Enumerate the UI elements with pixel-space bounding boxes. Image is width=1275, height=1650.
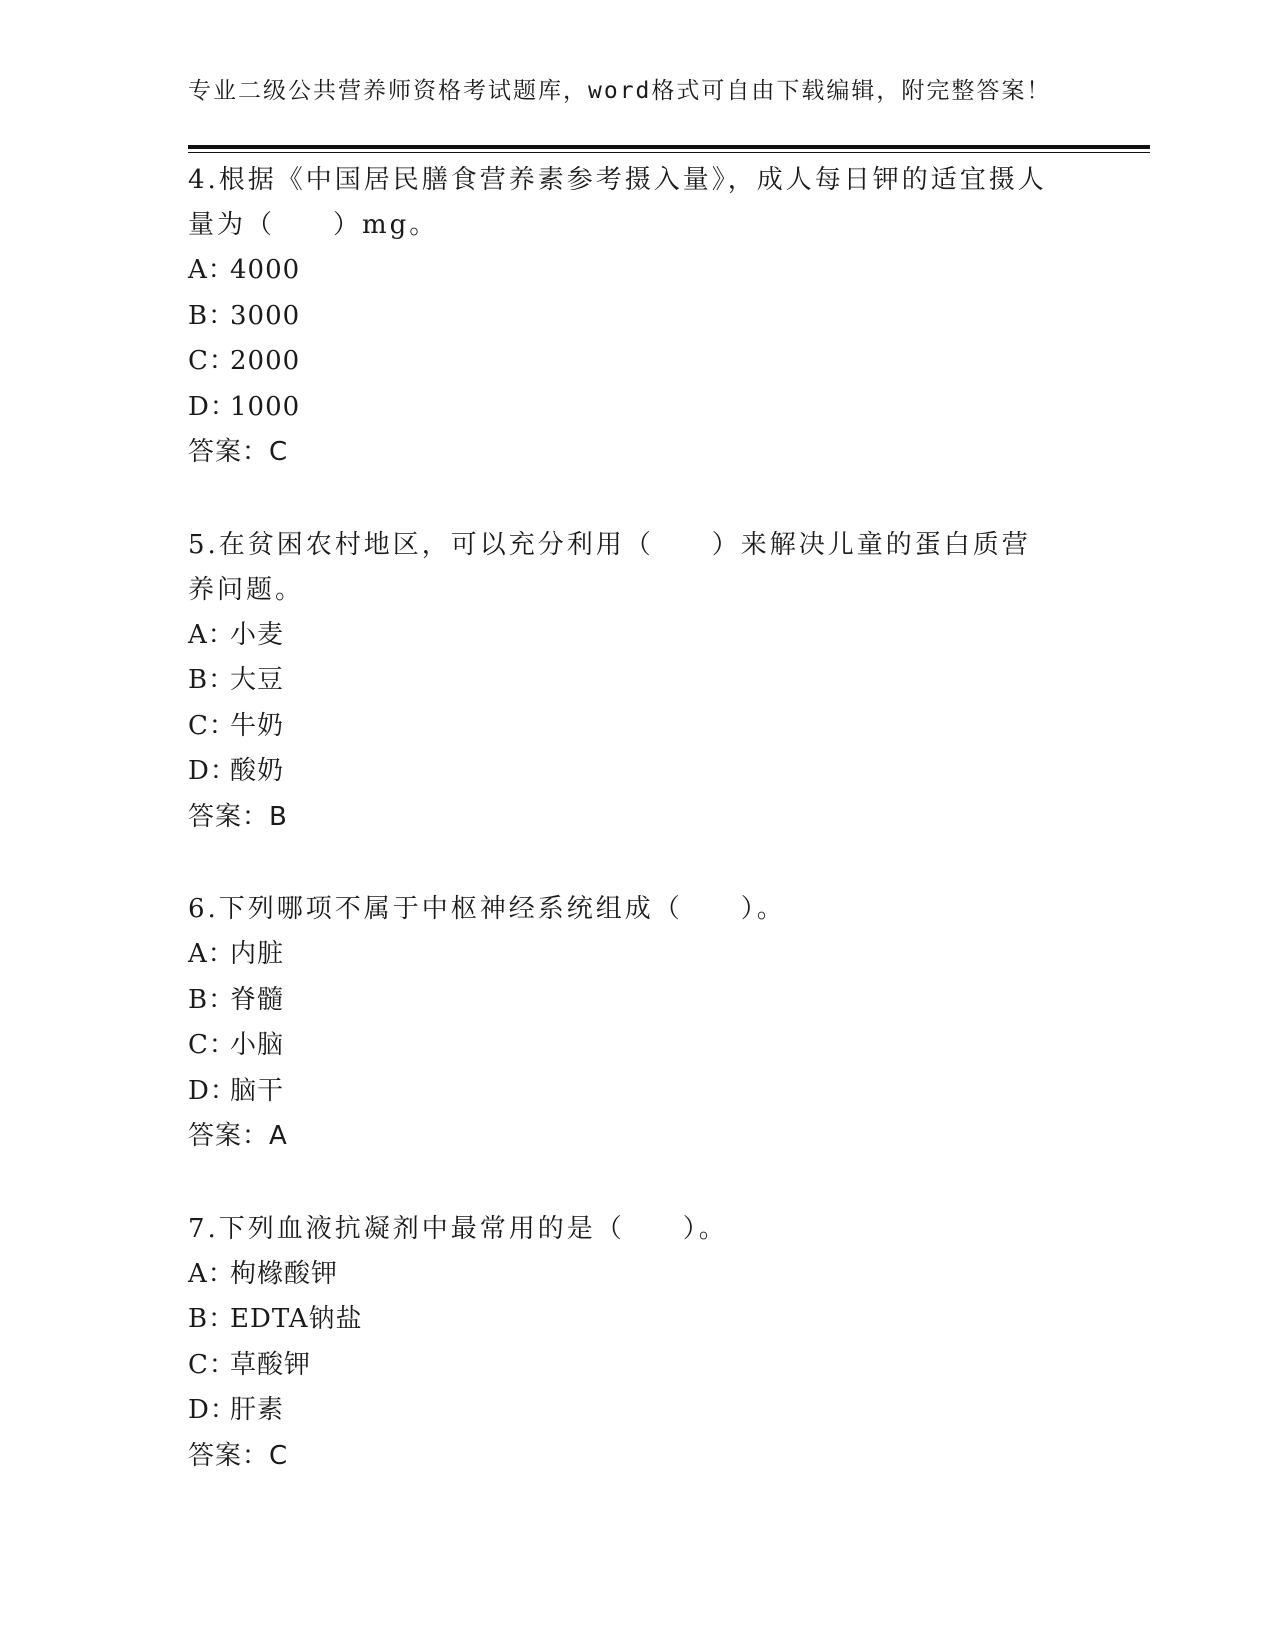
option-b: [188, 978, 1068, 1024]
option-text: 1000: [230, 391, 301, 422]
question-list: [188, 158, 1068, 1526]
answer-line: 答案：A: [188, 1121, 288, 1151]
option-c: [188, 704, 1068, 750]
option-a: [188, 1252, 1068, 1298]
option-text: 小脑: [230, 1030, 285, 1060]
option-letter: B：: [188, 984, 236, 1015]
option-a: [188, 613, 1068, 659]
option-letter: C：: [188, 346, 236, 376]
option-text: 4000: [230, 255, 301, 285]
question-block: [188, 1207, 1068, 1480]
option-text: 草酸钾: [230, 1349, 312, 1380]
question-block: [188, 523, 1068, 841]
option-text: 枸橼酸钾: [230, 1258, 339, 1289]
answer-line: 答案：B: [188, 801, 288, 832]
option-b: [188, 1297, 1068, 1343]
option-letter: D：: [188, 1075, 237, 1106]
option-text: 小麦: [230, 619, 285, 650]
option-letter: A：: [188, 939, 235, 969]
question-text: 6.下列哪项不属于中枢神经系统组成（ ）。: [188, 894, 786, 924]
option-letter: D：: [188, 1395, 237, 1425]
option-letter: C：: [188, 710, 236, 741]
option-text: 脑干: [230, 1075, 285, 1106]
option-d: [188, 1069, 1068, 1115]
option-letter: D：: [188, 391, 237, 422]
question-block: [188, 887, 1068, 1160]
answer-line: 答案：C: [188, 1440, 289, 1471]
option-letter: C：: [188, 1349, 236, 1380]
question-block: [188, 158, 1068, 476]
header-rule-thick: [188, 145, 1150, 149]
option-a: [188, 248, 1068, 294]
option-text: 酸奶: [230, 756, 285, 786]
option-a: [188, 932, 1068, 978]
option-b: [188, 294, 1068, 340]
option-c: [188, 339, 1068, 385]
option-text: 肝素: [230, 1395, 285, 1425]
option-text: 牛奶: [230, 710, 285, 741]
option-text: EDTA钠盐: [230, 1304, 363, 1334]
page-header: 专业二级公共营养师资格考试题库，word格式可自由下载编辑，附完整答案！: [188, 78, 1052, 104]
option-d: [188, 385, 1068, 431]
option-letter: B：: [188, 1304, 236, 1334]
option-text: 3000: [230, 300, 301, 331]
option-letter: C：: [188, 1030, 236, 1060]
question-text: 7.下列血液抗凝剂中最常用的是（ ）。: [188, 1213, 728, 1244]
option-letter: A：: [188, 1258, 235, 1289]
header-rule-thin: [188, 152, 1150, 153]
question-text: 4.根据《中国居民膳食营养素参考摄入量》，成人每日钾的适宜摄人量为（ ）mg。: [188, 165, 1047, 240]
option-letter: A：: [188, 255, 235, 285]
option-text: 脊髓: [230, 984, 285, 1015]
option-letter: D：: [188, 756, 237, 786]
option-b: [188, 658, 1068, 704]
question-text: 5.在贫困农村地区，可以充分利用（ ）来解决儿童的蛋白质营养问题。: [188, 529, 1031, 605]
option-letter: B：: [188, 300, 236, 331]
option-text: 内脏: [230, 939, 285, 969]
option-letter: B：: [188, 665, 236, 695]
answer-line: 答案：C: [188, 437, 289, 467]
option-d: [188, 1388, 1068, 1434]
option-d: [188, 749, 1068, 795]
option-text: 2000: [230, 346, 301, 376]
option-text: 大豆: [230, 665, 285, 695]
option-letter: A：: [188, 619, 235, 650]
option-c: [188, 1343, 1068, 1389]
option-c: [188, 1023, 1068, 1069]
